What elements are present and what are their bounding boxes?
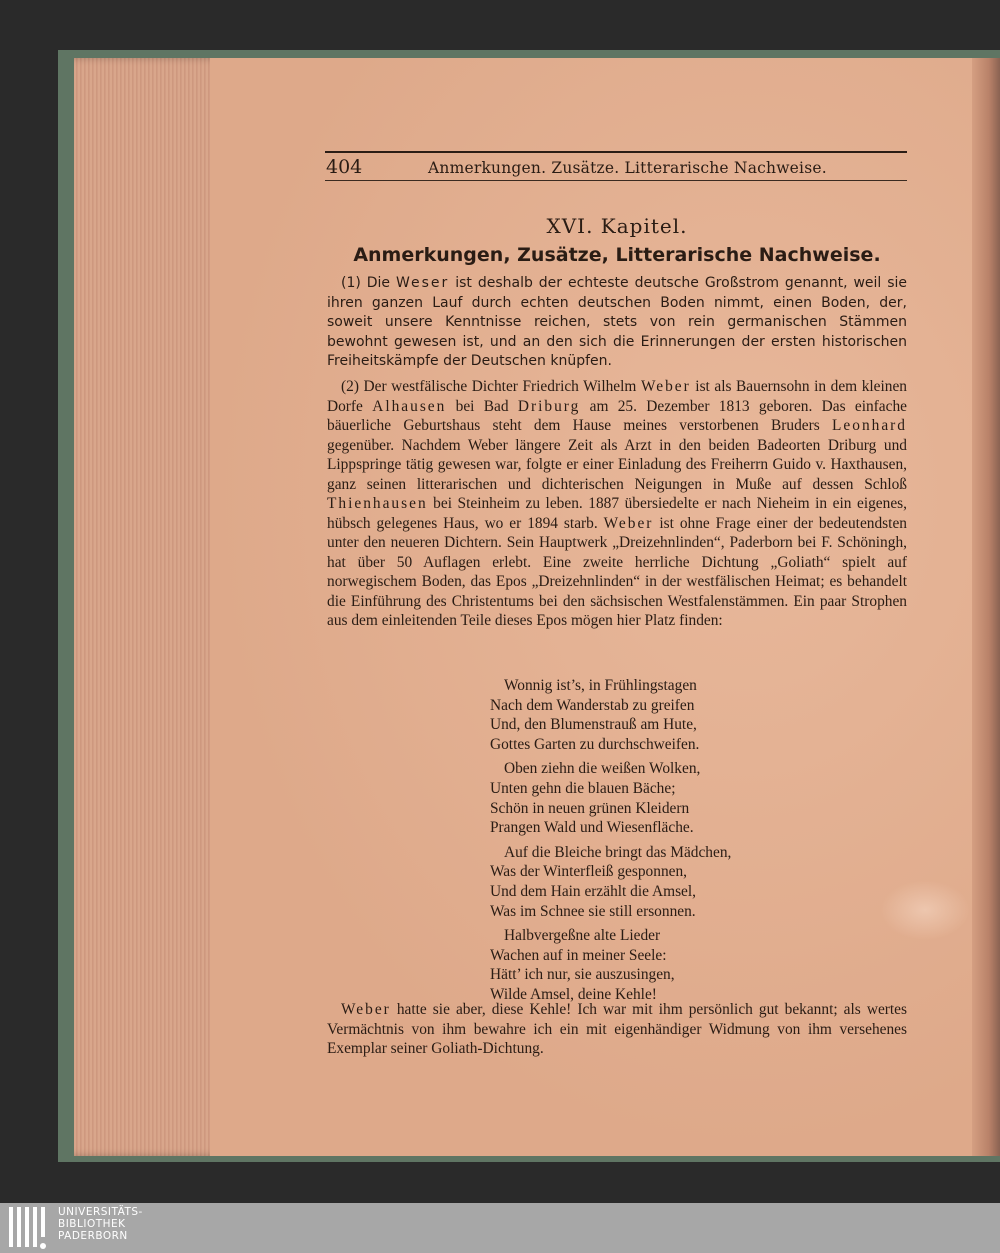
library-bars-icon xyxy=(8,1205,50,1251)
poem-line: Gottes Garten zu durchschweifen. xyxy=(490,735,700,753)
poem-line: Hätt’ ich nur, sie auszusingen, xyxy=(490,966,675,984)
poem-line: Wilde Amsel, deine Kehle! xyxy=(490,985,657,1003)
paragraph-1 xyxy=(327,274,907,372)
paper-stain xyxy=(880,880,970,940)
text-run: gegenüber. Nachdem Weber längere Zeit als Arzt in den beiden Badeorten Driburg und Lippspringe tätig gewesen war, folgte er einer Einladung des Freiherrn Guido v. Haxthausen, ganz seinen litterarischen und dichterischen Neigungen in Muße auf dessen Schloß xyxy=(327,436,907,493)
spaced-term: Weber xyxy=(640,378,691,395)
text-run: ist deshalb der echteste deutsche Großstrom genannt, weil sie ihren ganzen Lauf durch echten deutschen Boden nimmt, einen Boden, der, soweit unsere Kenntnisse reichen, stets von rein germanischen Stämmen bewohnt gewesen ist, und an den sich die Erinnerungen der ersten historischen Freiheitskämpfe der Deutschen knüpfen. xyxy=(327,275,908,369)
chapter-label: XVI. Kapitel. xyxy=(546,214,688,238)
spaced-term: Leonhard xyxy=(832,417,907,434)
text-run: bei Steinheim zu leben. 1887 übersiedelte er nach Nieheim in ein eigenes, hübsch gelegenes Haus, wo er 1894 starb. xyxy=(327,495,907,532)
poem-line: Wonnig ist’s, in Frühlingstagen xyxy=(504,677,697,694)
top-rule xyxy=(325,151,907,153)
poem-stanza xyxy=(490,926,830,1004)
poem-line: Und, den Blumenstrauß am Hute, xyxy=(490,716,697,734)
text-run: hatte sie aber, diese Kehle! Ich war mit ihm persönlich gut bekannt; als wertes Vermächtnis von ihm bewahre ich ein mit eigenhändiger Widmung von ihm versehenes Exemplar seiner Goliath-Dichtung. xyxy=(327,1001,907,1057)
library-name-line: BIBLIOTHEK xyxy=(58,1218,126,1230)
text-run: bei Bad xyxy=(446,397,518,415)
running-head: Anmerkungen. Zusätze. Litterarische Nachweise. xyxy=(428,159,827,177)
poem-line: Schön in neuen grünen Kleidern xyxy=(490,799,690,817)
header-rule xyxy=(325,180,907,181)
poem-stanza xyxy=(490,843,830,921)
poem-stanza xyxy=(490,676,830,754)
text-run: (1) Die xyxy=(341,275,396,291)
spaced-term: Weber xyxy=(341,1001,391,1018)
spaced-term: Thienhausen xyxy=(327,495,428,512)
text-run: ist ohne Frage einer der bedeutendsten unter den neueren Dichtern. Sein Hauptwerk „Dreizehnlinden“, Paderborn bei F. Schöningh, hat über 50 Auflagen erlebt. Eine zweite herrliche Dichtung „Goliath“ spielt auf norwegischem Boden, das Epos „Dreizehnlinden“ in der westfälischen Heimat; es behandelt die Einführung des Christentums bei den sächsischen Westfalenstämmen. Ein paar Strophen aus dem einleitenden Teile dieses Epos mögen hier Platz finden: xyxy=(327,514,907,629)
footer-bar xyxy=(0,1203,1000,1253)
text-run: (2) Der westfälische Dichter Friedrich Wilhelm xyxy=(341,378,641,395)
poem-line: Unten gehn die blauen Bäche; xyxy=(490,779,676,797)
page-edges xyxy=(74,58,224,1156)
poem-line: Was im Schnee sie still ersonnen. xyxy=(490,902,696,920)
spaced-term: Weser xyxy=(395,275,450,291)
page-gutter-edge xyxy=(972,58,1000,1156)
spaced-term: Driburg xyxy=(517,397,581,415)
library-name xyxy=(58,1206,143,1242)
poem-line: Nach dem Wanderstab zu greifen xyxy=(490,696,695,714)
text-run: am 25. Dezember 1813 geboren. Das einfache bäuerliche Geburtshaus steht dem Hause meines verstorbenen Bruders xyxy=(327,397,907,434)
poem-line: Wachen auf in meiner Seele: xyxy=(490,946,667,964)
poem-line: Prangen Wald und Wiesenfläche. xyxy=(490,819,694,837)
poem-line: Oben ziehn die weißen Wolken, xyxy=(504,760,701,778)
poem xyxy=(490,676,830,1010)
spaced-term: Alhausen xyxy=(372,397,447,415)
poem-stanza xyxy=(490,759,830,837)
chapter-title: Anmerkungen, Zusätze, Litterarische Nachweise. xyxy=(353,244,881,266)
poem-line: Und dem Hain erzählt die Amsel, xyxy=(490,882,697,900)
library-name-line: UNIVERSITÄTS- xyxy=(58,1206,143,1218)
library-name-line: PADERBORN xyxy=(58,1230,128,1242)
page-number: 404 xyxy=(326,156,363,178)
text-run: ist als Bauernsohn in dem kleinen Dorfe xyxy=(327,378,907,415)
paragraph-2 xyxy=(327,377,907,631)
poem-line: Auf die Bleiche bringt das Mädchen, xyxy=(504,843,732,861)
poem-line: Halbvergeßne alte Lieder xyxy=(504,927,661,945)
poem-line: Was der Winterfleiß gesponnen, xyxy=(490,863,688,881)
paragraph-3 xyxy=(327,1000,907,1059)
spaced-term: Weber xyxy=(603,514,654,532)
